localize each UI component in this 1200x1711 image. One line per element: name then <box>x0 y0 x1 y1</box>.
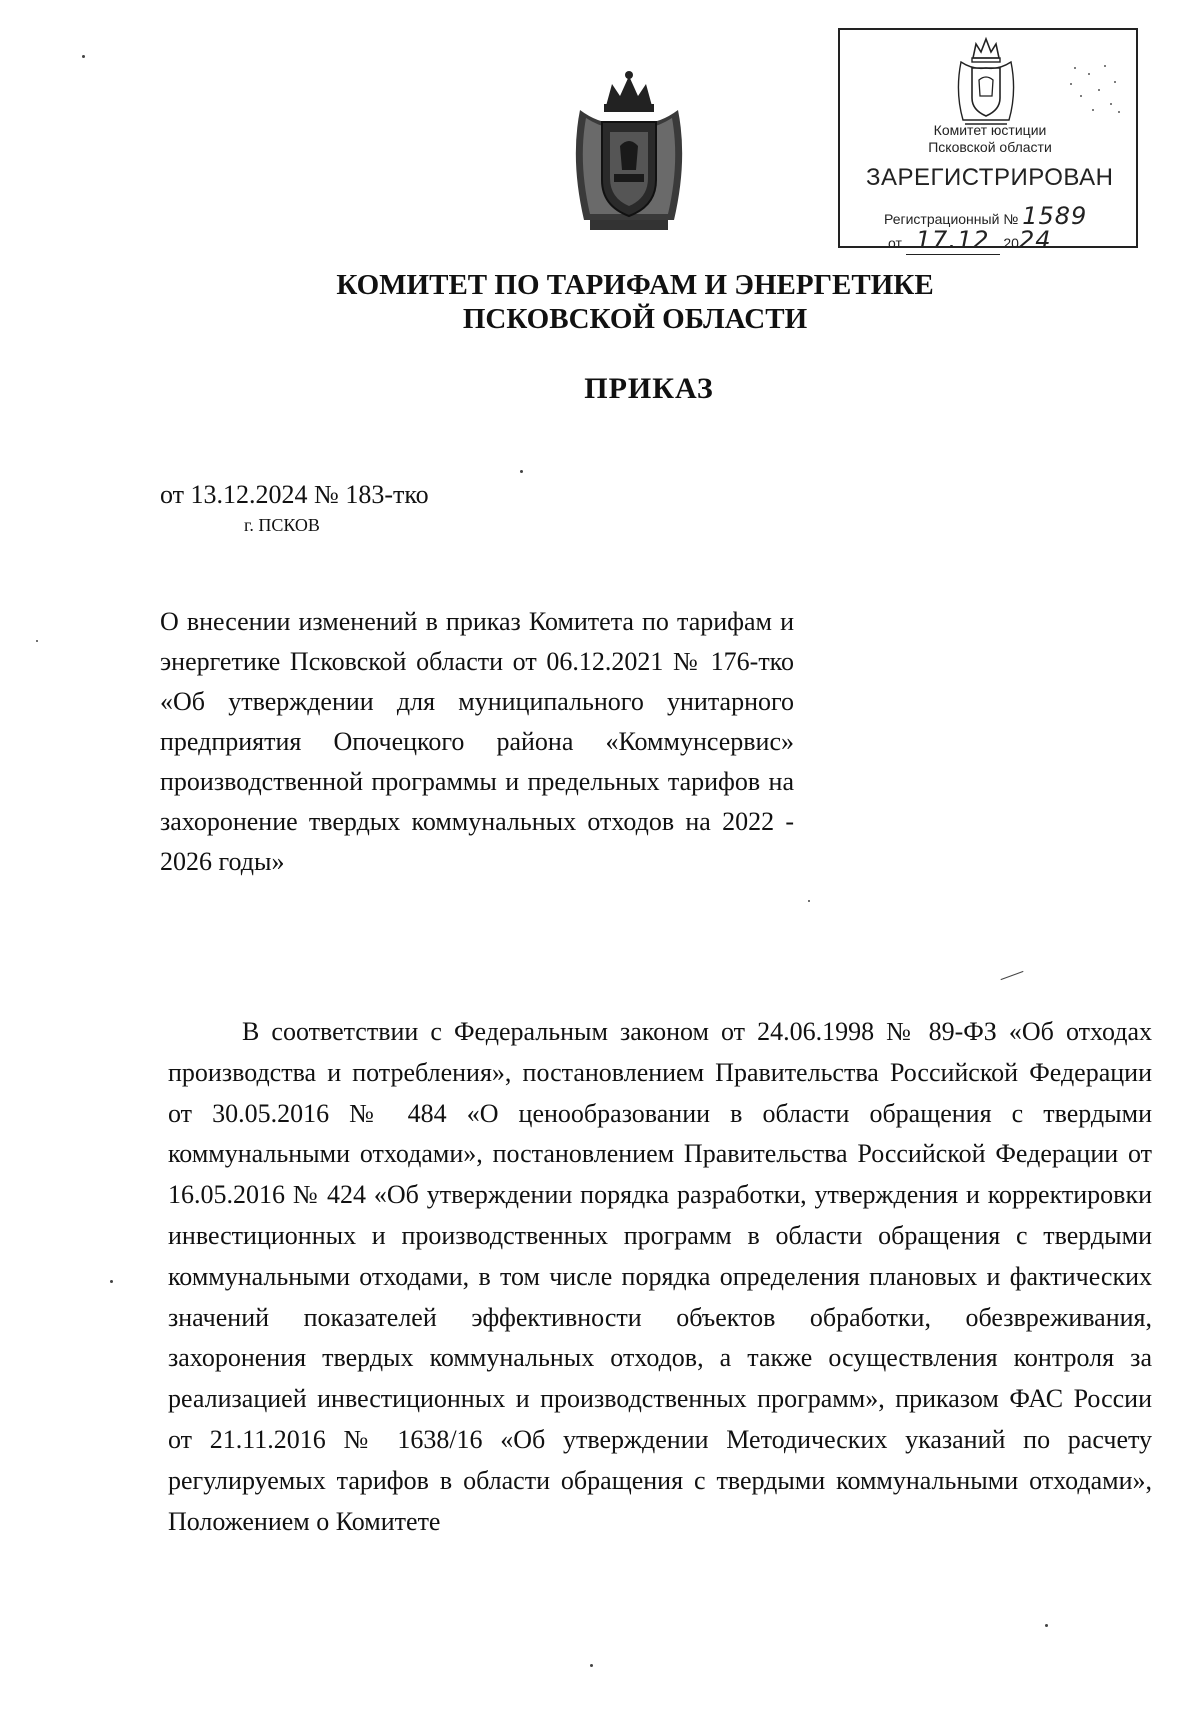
stamp-status: ЗАРЕГИСТРИРОВАН <box>866 164 1114 191</box>
stamp-reg-value: 1589 <box>1022 202 1088 230</box>
document-subject: О внесении изменений в приказ Комитета по тарифам и энергетике Псковской области от 06.12.2021 № 176-тко «Об утверждении для муниципального унитарного предприятия Опочецкого района «Коммунсервис» производственной программы и предельных тарифов на захоронение твердых коммунальных отходов на 2022 - 2026 годы» <box>160 607 794 876</box>
document-type: ПРИКАЗ <box>584 372 714 405</box>
stamp-emblem-icon <box>955 36 1017 128</box>
coat-of-arms-icon <box>570 70 688 240</box>
stamp-date-value: 17.12 <box>915 226 990 254</box>
scan-speck <box>808 900 810 902</box>
registration-stamp <box>838 28 1138 254</box>
organization-name-line2: ПСКОВСКОЙ ОБЛАСТИ <box>462 303 808 335</box>
scan-speck <box>36 640 38 642</box>
stamp-smudge <box>1065 60 1125 120</box>
scan-speck <box>82 55 85 58</box>
stamp-org-line2: Псковской области <box>928 139 1052 155</box>
stamp-year-prefix: 20 <box>1003 235 1019 251</box>
scan-speck <box>1045 1624 1048 1627</box>
document-city: г. ПСКОВ <box>244 515 320 535</box>
stamp-year-suffix: 24 <box>1018 226 1052 254</box>
stamp-organization <box>840 122 1140 156</box>
stamp-date <box>888 226 1052 255</box>
scan-speck <box>110 1280 113 1283</box>
scan-speck <box>520 470 523 473</box>
organization-name-line1: КОМИТЕТ ПО ТАРИФАМ И ЭНЕРГЕТИКЕ <box>336 269 934 301</box>
organization-name <box>0 268 1200 336</box>
stamp-date-label: от <box>888 235 902 251</box>
document-date-number: от 13.12.2024 № 183-тко <box>160 480 429 509</box>
scan-speck <box>1001 971 1024 980</box>
stamp-reg-label: Регистрационный № <box>884 211 1019 227</box>
stamp-org-line1: Комитет юстиции <box>933 122 1047 138</box>
document-body: В соответствии с Федеральным законом от 24.06.1998 № 89-ФЗ «Об отходах производства и потребления», постановлением Правительства Российской Федерации от 30.05.2016 № 484 «О ценообразовании в области обращения с твердыми коммунальными отходами», постановлением Правительства Российской Федерации от 16.05.2016 № 424 «Об утверждении порядка разработки, утверждения и корректировки инвестиционных и производственных программ в области обращения с твердыми коммунальными отходами, в том числе порядка определения плановых и фактических значений показателей эффективности объектов обработки, обезвреживания, захоронения твердых коммунальных отходов, а также осуществления контроля за реализацией инвестиционных и производственных программ», приказом ФАС России от 21.11.2016 № 1638/16 «Об утверждении Методических указаний по расчету регулируемых тарифов в области обращения с твердыми коммунальными отходами», Положением о Комитете <box>168 1017 1152 1536</box>
scan-speck <box>590 1664 593 1667</box>
